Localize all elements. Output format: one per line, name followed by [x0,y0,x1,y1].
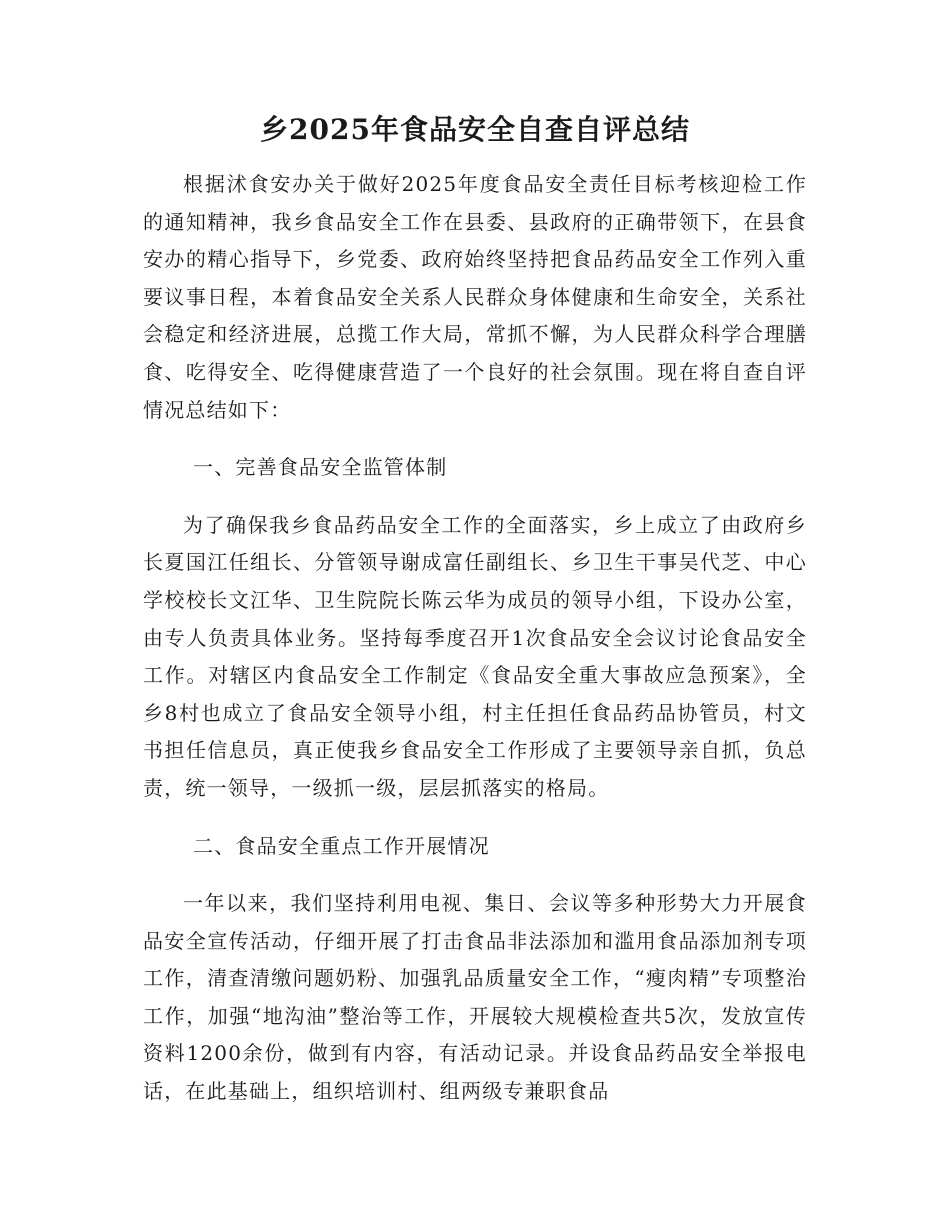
section-heading-1: 一、完善食品安全监管体制 [193,455,448,480]
paragraph-intro: 根据沭食安办关于做好2025年度食品安全责任目标考核迎检工作的通知精神，我乡食品安全工作在县委、县政府的正确带领下，在县食安办的精心指导下，乡党委、政府始终坚持把食品药品安全工作列入重要议事日程，本着食品安全关系人民群众身体健康和生命安全，关系社会稳定和经济进展，总揽工作大局，常抓不懈，为人民群众科学合理膳食、吃得安全、吃得健康营造了一个良好的社会氛围。现在将自查自评情况总结如下： [143,172,807,422]
paragraph-section-1: 为了确保我乡食品药品安全工作的全面落实，乡上成立了由政府乡长夏国江任组长、分管领导谢成富任副组长、乡卫生干事吴代芝、中心学校校长文江华、卫生院院长陈云华为成员的领导小组，下设办公室，由专人负责具体业务。坚持每季度召开1次食品安全会议讨论食品安全工作。对辖区内食品安全工作制定《食品安全重大事故应急预案》，全乡8村也成立了食品安全领导小组，村主任担任食品药品协管员，村文书担任信息员，真正使我乡食品安全工作形成了主要领导亲自抓，负总责，统一领导，一级抓一级，层层抓落实的格局。 [143,512,807,800]
document-title: 乡2025年食品安全自查自评总结 [260,113,690,146]
paragraph-gap [143,865,807,885]
paragraph-gap [143,487,807,507]
paragraph-gap [143,429,807,449]
section-heading-2: 二、食品安全重点工作开展情况 [193,833,490,858]
document-body [143,166,807,1111]
paragraph-section-2: 一年以来，我们坚持利用电视、集日、会议等多种形势大力开展食品安全宣传活动，仔细开展了打击食品非法添加和滥用食品添加剂专项工作，清查清缴问题奶粉、加强乳品质量安全工作，“瘦肉精”专项整治工作，加强“地沟油”整治等工作，开展较大规模检查共5次，发放宣传资料1200余份，做到有内容，有活动记录。并设食品药品安全举报电话，在此基础上，组织培训村、组两级专兼职食品 [143,891,807,1104]
paragraph-gap [143,808,807,828]
